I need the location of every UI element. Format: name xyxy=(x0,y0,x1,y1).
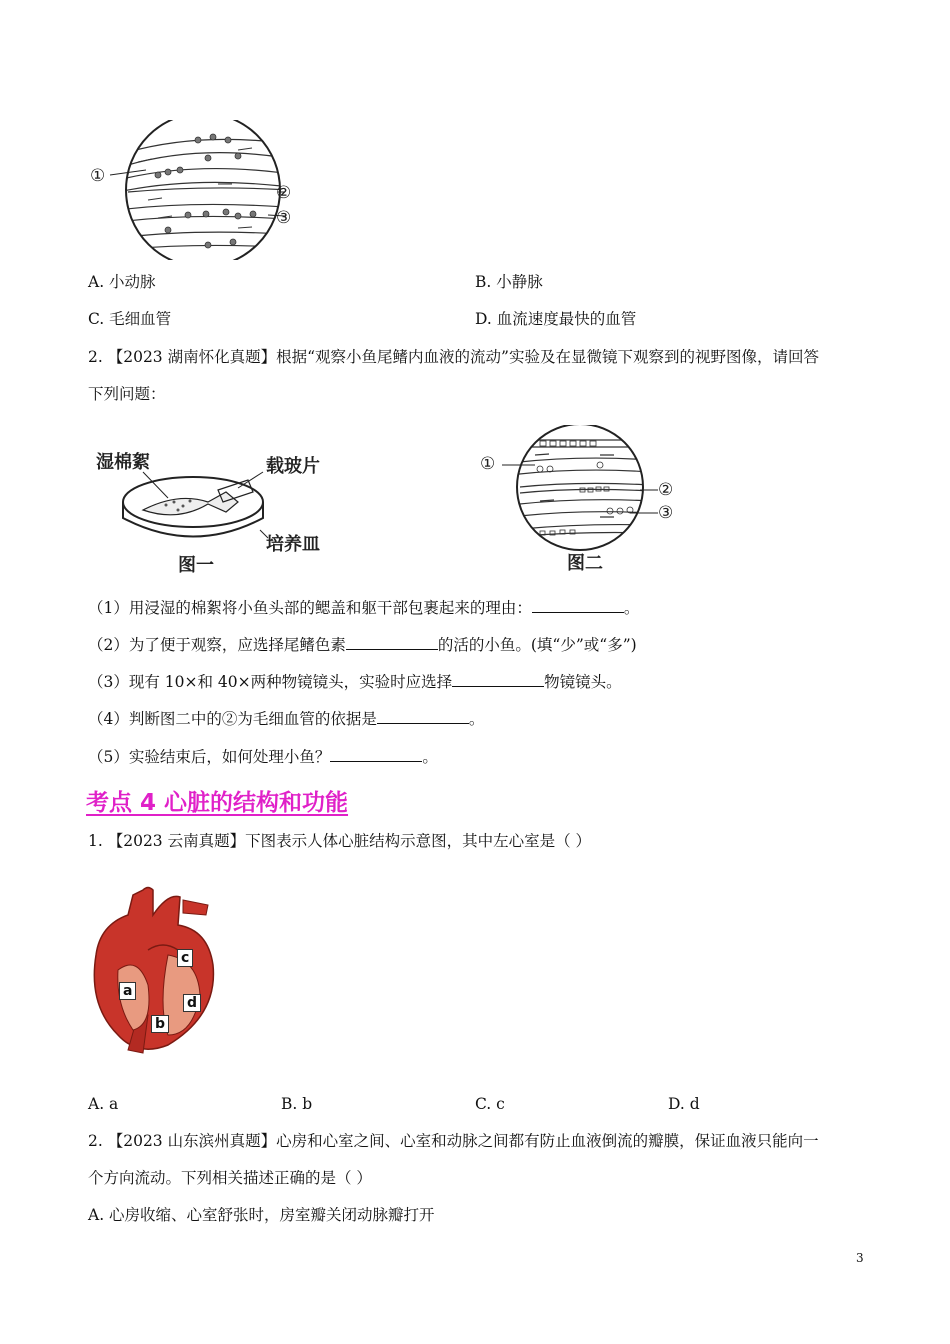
label-petri-dish: 培养皿 xyxy=(266,534,320,555)
microscope-field-drawing xyxy=(88,120,308,260)
answer-blank-1[interactable] xyxy=(532,596,624,613)
sub1-text: （1）用浸湿的棉絮将小鱼头部的鳃盖和躯干部包裹起来的理由： xyxy=(88,599,532,617)
fig-label-3: ③ xyxy=(276,208,292,228)
heart-label-c: c xyxy=(177,949,193,967)
label-slide: 载玻片 xyxy=(266,456,320,477)
sub2-end: 的活的小鱼。(填“少”或“多”) xyxy=(437,636,637,654)
s4q2-stem-line2: 个方向流动。下列相关描述正确的是（ ） xyxy=(88,1169,372,1187)
option-b: B. 小静脉 xyxy=(475,273,543,291)
fig2-label-1: ① xyxy=(480,454,496,474)
s4q1-stem: 1. 【2023 云南真题】下图表示人体心脏结构示意图，其中左心室是（ ） xyxy=(88,832,592,850)
fig2-label-2: ② xyxy=(658,480,674,500)
fig-label-1: ① xyxy=(90,166,106,186)
fig-label-2: ② xyxy=(276,183,292,203)
label-wet-cotton: 湿棉絮 xyxy=(96,452,150,473)
sub1-end: 。 xyxy=(623,599,640,617)
s4q1-option-b: B. b xyxy=(281,1095,313,1113)
heart-label-b: b xyxy=(151,1015,169,1033)
option-a: A. 小动脉 xyxy=(88,273,156,291)
sub-question-3 xyxy=(88,670,622,692)
sub-question-1 xyxy=(88,596,639,618)
sub4-text: （4）判断图二中的②为毛细血管的依据是 xyxy=(88,710,377,728)
sub-question-4 xyxy=(88,707,484,729)
sub-question-2 xyxy=(88,633,637,655)
option-d: D. 血流速度最快的血管 xyxy=(475,310,637,328)
sub5-end: 。 xyxy=(422,748,438,766)
fig2-caption: 图二 xyxy=(567,553,603,574)
s4q2-option-a: A. 心房收缩、心室舒张时，房室瓣关闭动脉瓣打开 xyxy=(88,1206,435,1224)
q2-stem-line1: 2. 【2023 湖南怀化真题】根据“观察小鱼尾鳍内血液的流动”实验及在显微镜下观察到的视野图像，请回答 xyxy=(88,348,819,366)
q2-stem-line2: 下列问题： xyxy=(88,385,166,403)
sub-question-5 xyxy=(88,745,438,767)
sub4-end: 。 xyxy=(468,710,485,728)
fig1-caption: 图一 xyxy=(178,555,214,576)
answer-blank-3[interactable] xyxy=(452,670,544,687)
s4q1-option-d: D. d xyxy=(668,1095,700,1113)
s4q2-stem-line1: 2. 【2023 山东滨州真题】心房和心室之间、心室和动脉之间都有防止血液倒流的瓣膜，保证血液只能向一 xyxy=(88,1132,819,1150)
s4q1-option-c: C. c xyxy=(475,1095,505,1113)
fig2-label-3: ③ xyxy=(658,503,674,523)
heart-label-d: d xyxy=(183,994,201,1012)
blood-vessel-microscope-figure xyxy=(88,120,308,260)
answer-blank-5[interactable] xyxy=(330,745,422,762)
sub3-text: （3）现有 10×和 40×两种物镜镜头，实验时应选择 xyxy=(88,673,453,691)
s4q1-option-a: A. a xyxy=(88,1095,119,1113)
page-number: 3 xyxy=(856,1251,864,1265)
option-c: C. 毛细血管 xyxy=(88,310,172,328)
answer-blank-2[interactable] xyxy=(346,633,438,650)
section-heading: 考点 4 心脏的结构和功能 xyxy=(86,790,349,816)
sub5-text: （5）实验结束后，如何处理小鱼？ xyxy=(88,748,331,766)
sub2-text: （2）为了便于观察，应选择尾鳍色素 xyxy=(88,636,346,654)
answer-blank-4[interactable] xyxy=(377,707,469,724)
sub3-end: 物镜镜头。 xyxy=(544,673,622,691)
heart-label-a: a xyxy=(119,982,136,1000)
